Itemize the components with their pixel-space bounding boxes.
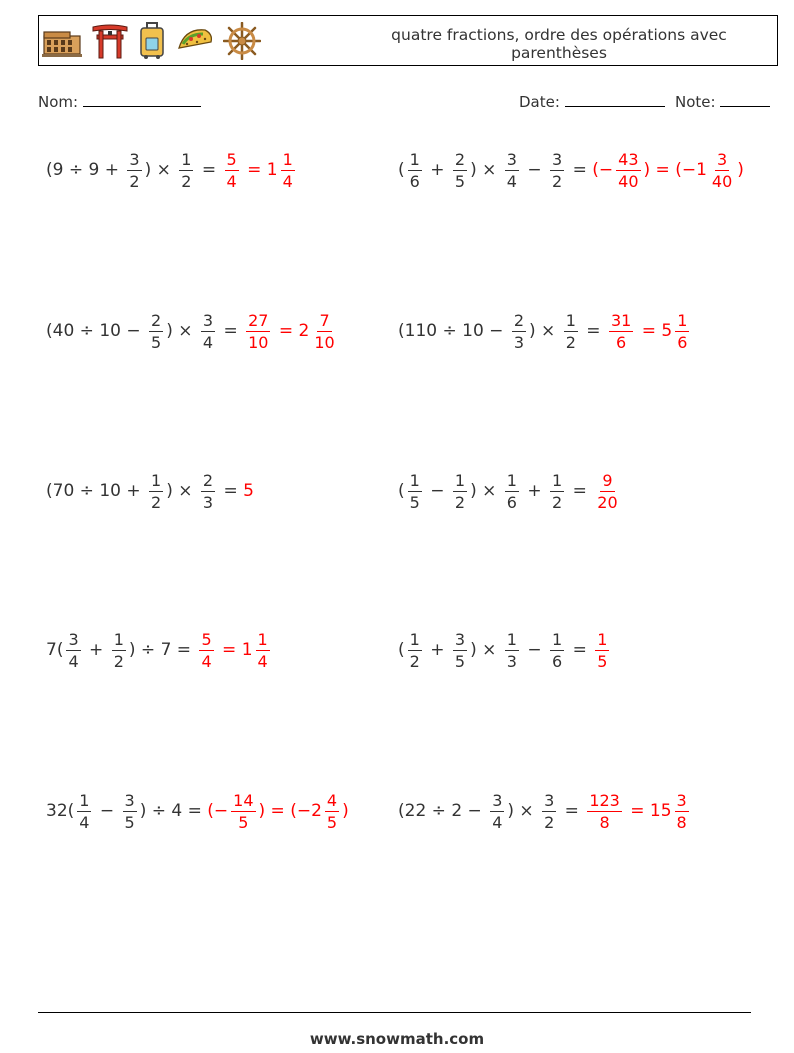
- grade-label: Note:: [675, 93, 716, 111]
- problem-2: ( $\frac{1}{6}$ + $\frac{2}{5}$ ) × $\frac{3}{4}$ − $\frac{3}{2}$ = (− $\frac{43}{40}$ ) = (−1 $\frac{3}{40}$ ): [398, 149, 744, 191]
- torii-gate-icon: [91, 22, 129, 60]
- name-field: [38, 92, 201, 111]
- colosseum-icon: [41, 22, 83, 60]
- footer-url[interactable]: www.snowmath.com: [309, 1030, 485, 1048]
- problem-5: (70 ÷ 10 + $\frac{1}{2}$ ) × $\frac{2}{3}$ = 5: [46, 470, 254, 512]
- fraction: $\frac{3}{4}$: [492, 790, 503, 832]
- name-label: Nom:: [38, 93, 79, 111]
- fraction: $\frac{1}{2}$: [454, 470, 466, 512]
- fraction: $\frac{2}{3}$: [513, 310, 525, 352]
- problem-6: ( $\frac{1}{5}$ − $\frac{1}{2}$ ) × $\frac{1}{6}$ + $\frac{1}{2}$ = $\frac{9}{20}$: [398, 461, 623, 521]
- worksheet-title: quatre fractions, ordre des opérations avec parenthèses: [391, 26, 727, 62]
- fraction: $\frac{3}{4}$: [202, 310, 214, 352]
- answer: $\frac{5}{4}$ = 1 $\frac{1}{4}$: [226, 149, 293, 191]
- grade-field: [675, 92, 770, 111]
- footer-divider: [38, 1012, 751, 1013]
- fraction: $\frac{1}{2}$: [552, 470, 563, 512]
- fraction: $\frac{1}{5}$: [409, 470, 420, 512]
- problem-8: ( $\frac{1}{2}$ + $\frac{3}{5}$ ) × $\frac{1}{3}$ − $\frac{1}{6}$ = $\frac{1}{5}$: [398, 620, 612, 680]
- answer: $\frac{31}{6}$ = 5 $\frac{1}{6}$: [610, 310, 688, 352]
- answer: $\frac{5}{4}$ = 1 $\frac{1}{4}$: [201, 629, 268, 671]
- problem-10: (22 ÷ 2 − $\frac{3}{4}$ ) × $\frac{3}{2}$ = $\frac{123}{8}$ = 15 $\frac{3}{8}$: [398, 781, 692, 841]
- luggage-icon: [137, 22, 167, 60]
- fraction: $\frac{2}{5}$: [151, 310, 162, 352]
- problem-4: (110 ÷ 10 − $\frac{2}{3}$ ) × $\frac{1}{2}$ = $\frac{31}{6}$ = 5 $\frac{1}{6}$: [398, 301, 692, 361]
- answer: $\frac{123}{8}$ = 15 $\frac{3}{8}$: [589, 790, 687, 832]
- fraction: $\frac{1}{6}$: [409, 149, 420, 191]
- problem-3: (40 ÷ 10 − $\frac{2}{5}$ ) × $\frac{3}{4}$ = $\frac{27}{10}$ = 2 $\frac{7}{10}$: [46, 301, 340, 361]
- fraction: $\frac{1}{2}$: [113, 629, 124, 671]
- answer: (− $\frac{43}{40}$ ) = (−1 $\frac{3}{40}$ ): [592, 149, 744, 191]
- answer: $\frac{1}{5}$: [597, 629, 608, 671]
- fraction: $\frac{3}{4}$: [68, 629, 79, 671]
- fraction: $\frac{3}{2}$: [552, 149, 563, 191]
- fraction: $\frac{3}{2}$: [129, 149, 140, 191]
- problem-1: (9 ÷ 9 + $\frac{3}{2}$ ) × $\frac{1}{2}$ = $\frac{5}{4}$ = 1 $\frac{1}{4}$: [46, 140, 298, 200]
- answer: $\frac{9}{20}$: [597, 470, 618, 512]
- fraction: $\frac{1}{2}$: [181, 149, 192, 191]
- answer: (− $\frac{14}{5}$ ) = (−2 $\frac{4}{5}$ ): [207, 790, 349, 832]
- fraction: $\frac{3}{2}$: [544, 790, 555, 832]
- date-blank[interactable]: [565, 92, 665, 107]
- fraction: $\frac{1}{6}$: [552, 629, 563, 671]
- fraction: $\frac{1}{4}$: [79, 790, 90, 832]
- date-field: [519, 92, 665, 111]
- fraction: $\frac{1}{2}$: [151, 470, 162, 512]
- answer: $\frac{27}{10}$ = 2 $\frac{7}{10}$: [248, 310, 335, 352]
- fraction: $\frac{3}{4}$: [506, 149, 517, 191]
- taco-icon: [175, 22, 215, 60]
- fraction: $\frac{1}{6}$: [506, 470, 517, 512]
- fraction: $\frac{1}{2}$: [409, 629, 420, 671]
- fraction: $\frac{3}{5}$: [454, 629, 466, 671]
- answer: 5: [243, 481, 254, 501]
- fraction: $\frac{1}{3}$: [506, 629, 517, 671]
- fraction: $\frac{1}{2}$: [565, 310, 576, 352]
- worksheet-header: [38, 15, 778, 66]
- fraction: $\frac{2}{5}$: [454, 149, 466, 191]
- date-label: Date:: [519, 93, 560, 111]
- grade-blank[interactable]: [720, 92, 770, 107]
- ship-wheel-icon: [223, 22, 261, 60]
- fraction: $\frac{3}{5}$: [124, 790, 135, 832]
- fraction: $\frac{2}{3}$: [202, 470, 214, 512]
- header-icons: [41, 22, 261, 62]
- problem-7: 7( $\frac{3}{4}$ + $\frac{1}{2}$ ) ÷ 7 = $\frac{5}{4}$ = 1 $\frac{1}{4}$: [46, 620, 273, 680]
- problem-9: 32( $\frac{1}{4}$ − $\frac{3}{5}$ ) ÷ 4 = (− $\frac{14}{5}$ ) = (−2 $\frac{4}{5}$ ): [46, 790, 349, 832]
- name-blank[interactable]: [83, 92, 201, 107]
